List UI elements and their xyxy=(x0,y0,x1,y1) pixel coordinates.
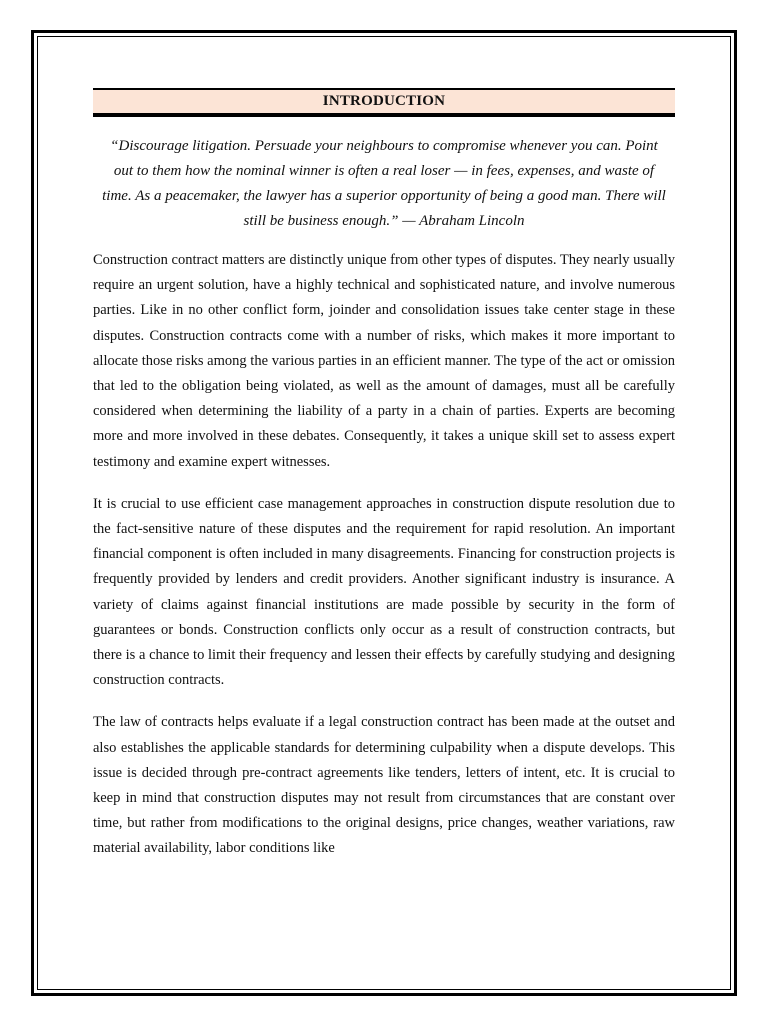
body-paragraph-3: The law of contracts helps evaluate if a legal construction contract has been made at the outset and also establishes the applicable standards for determining culpability when a dispute develops. This issue is decided through pre-contract agreements like tenders, letters of intent, etc. It is crucial to keep in mind that construction disputes may not result from circumstances that are constant over time, but rather from modifications to the original designs, price changes, weather variations, raw material availability, labor conditions like xyxy=(93,714,675,857)
section-heading-band xyxy=(93,88,675,117)
body-paragraph-1: Construction contract matters are distinctly unique from other types of disputes. They nearly usually require an urgent solution, have a highly technical and sophisticated nature, and involve numerous parties. Like in no other conflict form, joinder and consolidation issues take center stage in these disputes. Construction contracts come with a number of risks, which makes it more important to allocate those risks among the various parties in an efficient manner. The type of the act or omission that led to the obligation being violated, as well as the amount of damages, must all be carefully considered when determining the liability of a party in a chain of parties. Experts are becoming more and more involved in these debates. Consequently, it takes a unique skill set to assess expert testimony and examine expert witnesses. xyxy=(93,252,676,470)
page-content xyxy=(93,88,675,862)
section-heading: INTRODUCTION xyxy=(322,93,446,109)
epigraph-quote: “Discourage litigation. Persuade your neighbours to compromise whenever you can. Point out to them how the nominal winner is often a real loser — in fees, expenses, and waste of time. As a peacemaker, the lawyer has a superior opportunity of being a good man. There will still be business enough.” — Abraham Lincoln xyxy=(102,138,666,229)
body-paragraph-2: It is crucial to use efficient case management approaches in construction dispute resolution due to the fact-sensitive nature of these disputes and the requirement for rapid resolution. An important financial component is often included in many disagreements. Financing for construction projects is frequently provided by lenders and credit providers. Another significant industry is insurance. A variety of claims against financial institutions are made possible by security in the form of guarantees or bonds. Construction conflicts only occur as a result of construction contracts, but there is a chance to limit their frequency and lessen their effects by carefully studying and designing construction contracts. xyxy=(93,495,675,689)
